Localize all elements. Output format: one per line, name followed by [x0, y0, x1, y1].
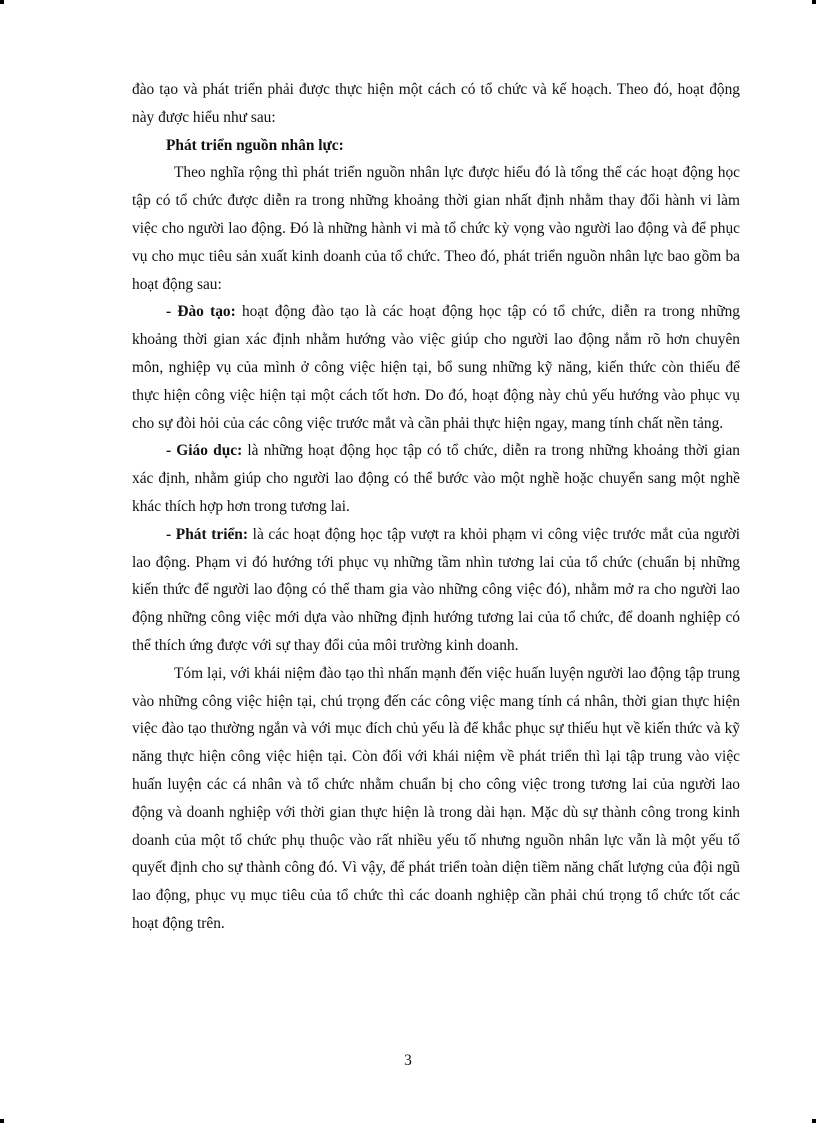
- text-training: hoạt động đào tạo là các hoạt động học tập có tổ chức, diễn ra trong những khoảng thời gian xác định nhằm hướng vào việc giúp cho người lao động nắm rõ hơn chuyên môn, nghiệp vụ của mình ở công việc hiện tại, bổ sung những kỹ năng, kiến thức còn thiếu để thực hiện công việc hiện tại một cách tốt hơn. Do đó, hoạt động này chủ yếu hướng vào phục vụ cho sự đòi hỏi của các công việc trước mắt và cần phải thực hiện ngay, mang tính chất nền tảng.: [132, 303, 741, 432]
- corner-mark-bottom-left: [0, 1119, 4, 1123]
- section-heading: Phát triển nguồn nhân lực:: [166, 136, 344, 154]
- term-development: - Phát triển:: [166, 525, 248, 543]
- corner-mark-top-left: [0, 0, 4, 4]
- term-training: - Đào tạo:: [166, 303, 236, 321]
- list-item-education: [132, 437, 740, 520]
- term-education: - Giáo dục:: [166, 442, 243, 460]
- page-number: 3: [404, 1052, 412, 1069]
- list-item-development: [132, 521, 740, 660]
- document-body: [132, 76, 740, 938]
- text-development: là các hoạt động học tập vượt ra khỏi phạm vi công việc trước mắt của người lao động. Phạm vi đó hướng tới phục vụ những tầm nhìn tương lai của tổ chức (chuẩn bị những kiến thức để người lao động có thể tham gia vào những công việc đó), nhằm mở ra cho người lao động những công việc mới dựa vào những định hướng tương lai của tổ chức, để doanh nghiệp có thể thích ứng được với sự thay đổi của môi trường kinh doanh.: [132, 525, 740, 654]
- list-item-training: [132, 298, 740, 437]
- paragraph-intro: đào tạo và phát triển phải được thực hiện một cách có tổ chức và kế hoạch. Theo đó, hoạt động này được hiểu như sau:: [132, 81, 740, 126]
- corner-mark-bottom-right: [812, 1119, 816, 1123]
- text-education: là những hoạt động học tập có tổ chức, diễn ra trong những khoảng thời gian xác định, nhằm giúp cho người lao động có thể bước vào một nghề hoặc chuyển sang một nghề khác thích hợp hơn trong tương lai.: [132, 442, 740, 515]
- paragraph-summary: Tóm lại, với khái niệm đào tạo thì nhấn mạnh đến việc huấn luyện người lao động tập trung vào những công việc hiện tại, chú trọng đến các công việc mang tính cá nhân, thời gian thực hiện việc đào tạo thường ngắn và với mục đích chủ yếu là để khắc phục sự thiếu hụt về kiến thức và kỹ năng thực hiện công việc hiện tại. Còn đối với khái niệm về phát triển thì lại tập trung vào việc huấn luyện các cá nhân và tổ chức nhằm chuẩn bị cho công việc trong tương lai của người lao động và doanh nghiệp với thời gian thực hiện là trong dài hạn. Mặc dù sự thành công trong kinh doanh của một tổ chức phụ thuộc vào rất nhiều yếu tố nhưng nguồn nhân lực vẫn là một yếu tố quyết định cho sự thành công đó. Vì vậy, để phát triển toàn diện tiềm năng chất lượng của đội ngũ lao động, phục vụ mục tiêu của tổ chức thì các doanh nghiệp cần phải chú trọng tổ chức tốt các hoạt động trên.: [132, 664, 740, 932]
- paragraph-definition: Theo nghĩa rộng thì phát triển nguồn nhân lực được hiểu đó là tổng thể các hoạt động học tập có tổ chức được diễn ra trong những khoảng thời gian nhất định nhằm thay đổi hành vi làm việc cho người lao động. Đó là những hành vi mà tổ chức kỳ vọng vào người lao động và để phục vụ cho mục tiêu sản xuất kinh doanh của tổ chức. Theo đó, phát triển nguồn nhân lực bao gồm ba hoạt động sau:: [132, 164, 740, 293]
- corner-mark-top-right: [812, 0, 816, 4]
